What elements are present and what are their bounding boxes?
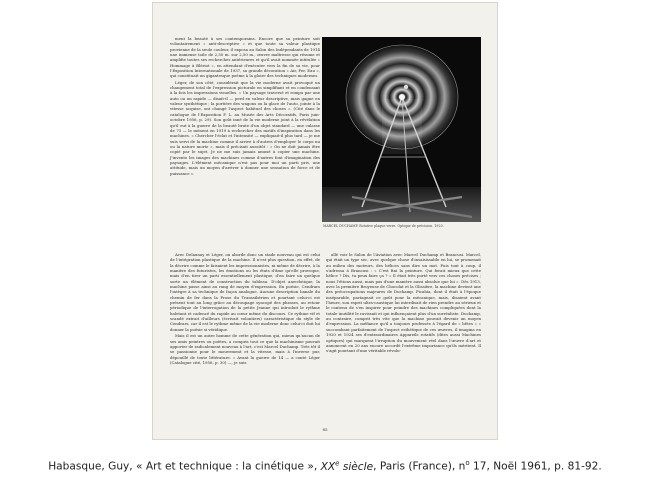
paragraph: allé voir le Salon de l'Aviation avec Marcel Duchamp et Brancusi. Marcel, qui était un type sec, avec quelque chose d'insaisissable en lui, se promenait au milieu des moteurs, des hélices sans dire un mot. Puis tout à coup, il s'adressa à Brancusi : « C'est fini la peinture. Qui ferait mieux que cette hélice ? Dis, tu peux faire ça ? » Il était très porté vers ces choses précises ; nous l'étions aussi, mais pas d'une manière aussi absolue que lui ». Dès 1913, avec la première Broyeuse de Chocolat et la Glissière, la machine devient une des préoccupations majeures de Duchamp. Picabia, dont il était à l'époque inséparable, partageait ce goût pour la mécanique, mais, disaient avant l'heure, son esprit ultra-caustique lui interdisait de rien prendre au sérieux et le contenu de s'en inspirer pour peindre des machines compliquées dont la totale inutilité le ravissait et qui influençaient plus d'un surréaliste. Duchamp, au contraire, comprit très vite que la machine pouvait devenir un moyen d'expression. La méfiance qu'il a toujours professée à l'égard de « bêtes » « succombant parfaitement de l'aspect esthétique de ces œuvres, il imagina en 1920 et 1924 ses d'extraordinaires Appareils rotatifs (dites aussi Machines optiques) qui marquent l'irruption du mouvement réel dans l'œuvre d'art et annoncent en 20 ans encore accordé l'extrême importance qu'ils méritent. Il s'agit pourtant d'une véritable révolu-	[326, 252, 481, 354]
page-number: 85	[322, 427, 328, 432]
paragraph: Mais il est un autre homme de cette génération qui, mieux qu'aucun de ses amis peintres ou poètes, a compris tout ce que la machinisme pouvait apporter de radicalement nouveau à l'art, c'est Marcel Duchamp. Très tôt il se passionne pour le mouvement et la vitesse, mais à l'inverse pur, dépouillé de toute littérature. « Avant la guerre de 14 — a conté Léger (Catalogue cité, 1956, p. 30) —, je suis	[170, 333, 320, 365]
citation-number-sup: o	[465, 459, 470, 467]
duchamp-rotative-photo	[322, 37, 481, 222]
scanned-page	[152, 2, 498, 440]
text-column-bottom-right	[326, 252, 481, 422]
photo-caption: MARCEL DUCHAMP. Rotative plaque verre. Optique de précision. 1920.	[323, 224, 444, 228]
paragraph: ment la beauté à ses contemporains. Encore que sa peinture soit volontairement « anti-descriptive » et que toute sa valeur plastique provienne de la seule couleur, il exposa au Salon des Indépendants de 1914 une immense toile de 2,50 m. sur 2,50 m., œuvre maîtresse qui résume et amplifie toutes ses recherches antérieures et qu'il avait nommée intitulée « Hommage à Blériot », en attendant d'exécuter vers la fin de sa vie, pour l'Exposition Internationale de 1937, sa grande décoration « Air, Fer, Eau », qui constituait un gigantesque poème à la gloire des techniques modernes.	[170, 36, 320, 79]
citation-place: , Paris (France), n	[373, 460, 466, 473]
paragraph: Avec Delaunay et Léger, on aborde donc un stade nouveau qui est celui de l'intégration plastique de la machine. Il n'est plus question, en effet, de la décrire comme le faisaient les impressionnistes, ni même de décrire, à la manière des futuristes, les émotions ou les états d'âme qu'elle provoque, mais d'en tirer un parti essentiellement plastique, d'en faire un quelque sorte un élément de construction du tableau. D'objet anecdotique, la machine passe ainsi au rang de moyen d'expression. En poésie, Cendrars l'intègre à sa technique de façon analogue. Aucune description banale du chemin de fer dans la Prose du Transsibérien et pourtant celui-ci est présent tout au long grâce au découpage syncopé des phrases, au retour périodique de l'interrogation de la petite Jeanne qui introduit le rythme haletant et cadencé du rapide au cœur même du discours. Ce rythme vif et scandé extrait d'ailleurs (écrivait volontiers) caractéristique du style de Cendrars, car il est le rythme même de la vie moderne donc celui-ci doit lui donner la poésie si véridique.	[170, 252, 320, 332]
citation-author-title: Habasque, Guy, « Art et technique : la cinétique »,	[48, 460, 321, 473]
rotary-machine-illustration	[322, 37, 481, 222]
citation	[0, 459, 650, 473]
citation-details: 17, Noël 1961, p. 81-92.	[469, 460, 602, 473]
paragraph: Léger, de son côté, considérait que la vie moderne avait provoqué un changement total de l'expression picturale en simplifiant et en condensant à la fois les impressions visuelles. « Un paysage traversé et rompu par une auto ou un rapide — disait-il — perd en valeur descriptive, mais gagne en valeur synthétique ; la portière des wagons ou la glace de l'auto, jointe à la vitesse acquise, ont changé l'aspect habituel des choses ». (Cité dans le catalogue de l'Exposition F. L. au Musée des Arts Décoratifs, Paris juin-octobre 1956, p. 29). Son goût inné de la vie moderne joint à la révélation qu'il eut à la guerre de la beauté brute d'un objet standard — une culasse de 75 — le mènent en 1919 à rechercher des motifs d'inspiration dans les machines. « Chercher l'éclat et l'intensité — expliquait-il plus tard — je me suis servi de la machine comme il arrive à d'autres d'employer le corps nu ou la nature morte », mais il précisait aussitôt : « On ne doit jamais être copié par le sujet. Je ne me suis jamais amusé à copier une machine. J'invente les images des machines comme d'autres font d'imagination des paysages. L'élément mécanique n'est pas pour moi un parti pris, une attitude, mais un moyen d'arriver à donner une sensation de force et de puissance ».	[170, 79, 320, 176]
text-column-top-left	[170, 36, 320, 246]
citation-journal: XXe siècle	[320, 459, 374, 473]
text-column-bottom-left	[170, 252, 320, 422]
